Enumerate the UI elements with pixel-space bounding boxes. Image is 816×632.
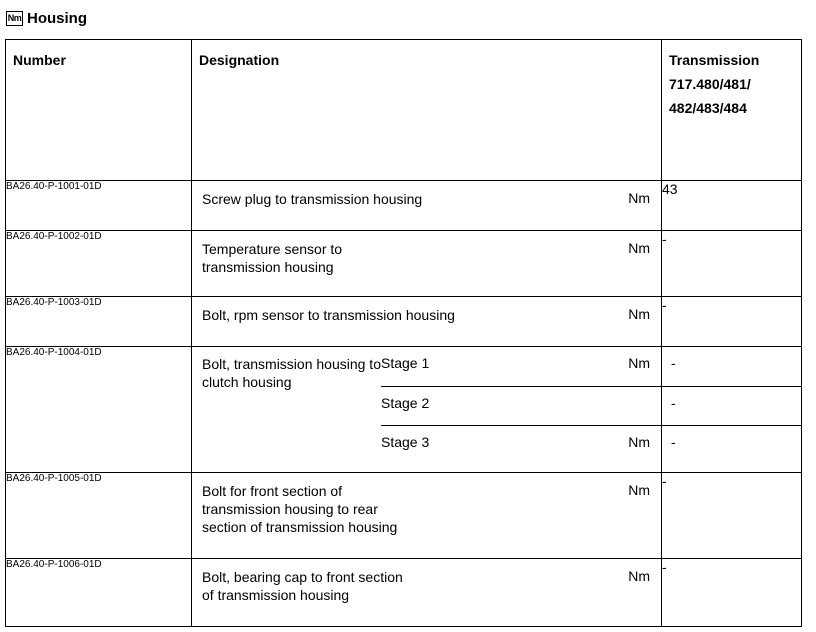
table-row [6, 297, 802, 347]
designation-text: Bolt, bearing cap to front section of transmission housing [202, 569, 403, 603]
row-value: - [662, 559, 802, 627]
row-value: 43 [662, 181, 802, 231]
table-row [6, 181, 802, 231]
row-designation [192, 473, 662, 559]
row-designation [192, 559, 662, 627]
row-value: - [662, 473, 802, 559]
row-number: BA26.40-P-1006-01D [6, 559, 192, 627]
designation-text: Temperature sensor to transmission housing [202, 241, 343, 275]
stage-value: - [662, 386, 801, 425]
unit-label: Nm [628, 306, 650, 322]
unit-label: Nm [628, 190, 650, 206]
section-title: Housing [27, 9, 87, 27]
stage-row [381, 347, 661, 386]
row-number: BA26.40-P-1002-01D [6, 231, 192, 297]
row-value [662, 347, 802, 473]
designation-text: Screw plug to transmission housing [202, 191, 423, 207]
stage-row [381, 425, 661, 464]
stage-label: Stage 3 [381, 434, 430, 450]
table-row [6, 473, 802, 559]
row-number: BA26.40-P-1001-01D [6, 181, 192, 231]
unit-label: Nm [628, 434, 650, 450]
row-value: - [662, 297, 802, 347]
table-row [6, 347, 802, 473]
header-number: Number [6, 40, 192, 181]
stage-value: - [671, 355, 676, 371]
stage-label: Stage 2 [381, 395, 430, 411]
row-number: BA26.40-P-1004-01D [6, 347, 192, 473]
torque-spec-table [5, 39, 802, 627]
stage-label: Stage 1 [381, 355, 430, 371]
stage-list [381, 347, 661, 464]
unit-label: Nm [628, 355, 650, 371]
row-number: BA26.40-P-1005-01D [6, 473, 192, 559]
table-row [6, 559, 802, 627]
section-heading [6, 7, 87, 29]
header-transmission [662, 40, 802, 181]
header-row [6, 40, 802, 181]
row-value: - [662, 231, 802, 297]
designation-text: Bolt for front section of transmission housing to rear section of transmission housing [202, 483, 398, 535]
header-transmission-line: 717.480/481/ [669, 76, 751, 92]
row-designation [192, 231, 662, 297]
table-row [6, 231, 802, 297]
row-designation [192, 347, 662, 473]
designation-text: Bolt, transmission housing to clutch housing [202, 356, 381, 390]
unit-label: Nm [628, 482, 650, 498]
header-transmission-line: Transmission [669, 52, 760, 68]
row-number: BA26.40-P-1003-01D [6, 297, 192, 347]
stage-value: - [662, 425, 801, 464]
header-transmission-line: 482/483/484 [669, 100, 747, 116]
row-designation [192, 297, 662, 347]
header-designation: Designation [192, 40, 662, 181]
row-designation [192, 181, 662, 231]
stage-row [381, 386, 661, 425]
unit-label: Nm [628, 240, 650, 256]
torque-nm-icon: Nm [6, 11, 23, 26]
designation-text: Bolt, rpm sensor to transmission housing [202, 307, 455, 323]
unit-label: Nm [628, 568, 650, 584]
